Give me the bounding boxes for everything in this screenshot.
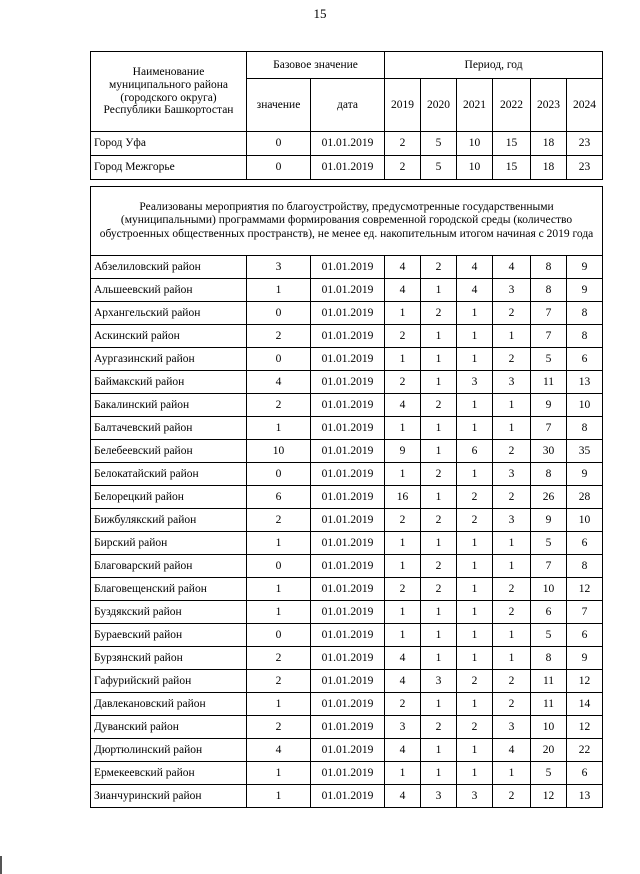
section-heading: Реализованы мероприятия по благоустройству, предусмотренные государственными (муниципальными) программами формирования современной городской среды (количество обустроенных общественных пространств), не менее ед. накопительным итогом начиная с 2019 года: [91, 187, 603, 256]
year-value-cell: 16: [385, 486, 421, 509]
year-value-cell: 13: [567, 785, 603, 808]
year-value-cell: 3: [493, 509, 531, 532]
year-value-cell: 1: [457, 624, 493, 647]
year-value-cell: 3: [493, 279, 531, 302]
year-value-cell: 2: [493, 601, 531, 624]
district-name-cell: Ермекеевский район: [91, 762, 247, 785]
year-value-cell: 2: [421, 302, 457, 325]
year-value-cell: 5: [531, 624, 567, 647]
year-value-cell: 8: [531, 279, 567, 302]
base-date-cell: 01.01.2019: [311, 693, 385, 716]
year-value-cell: 2: [493, 486, 531, 509]
year-value-cell: 6: [531, 601, 567, 624]
year-value-cell: 1: [385, 302, 421, 325]
base-date-cell: 01.01.2019: [311, 348, 385, 371]
base-date-cell: 01.01.2019: [311, 279, 385, 302]
section-heading-row: [91, 187, 603, 256]
year-value-cell: 35: [567, 440, 603, 463]
year-value-cell: 10: [531, 578, 567, 601]
year-value-cell: 4: [493, 739, 531, 762]
district-name-cell: Абзелиловский район: [91, 256, 247, 279]
table-row: [91, 762, 603, 785]
base-date-cell: 01.01.2019: [311, 762, 385, 785]
year-value-cell: 9: [567, 256, 603, 279]
year-value-cell: 4: [457, 279, 493, 302]
header-date-cell: дата: [311, 79, 385, 132]
table-row: [91, 785, 603, 808]
year-value-cell: 4: [457, 256, 493, 279]
year-value-cell: 1: [493, 762, 531, 785]
year-value-cell: 8: [567, 417, 603, 440]
year-value-cell: 22: [567, 739, 603, 762]
district-name-cell: Благоварский район: [91, 555, 247, 578]
year-value-cell: 2: [457, 509, 493, 532]
district-name-cell: Город Межгорье: [91, 156, 247, 180]
header-name-cell: Наименование муниципального района (городского округа) Республики Башкортостан: [91, 52, 247, 132]
year-value-cell: 1: [385, 417, 421, 440]
district-name-cell: Город Уфа: [91, 132, 247, 156]
year-value-cell: 8: [531, 256, 567, 279]
year-value-cell: 4: [385, 785, 421, 808]
year-value-cell: 1: [385, 463, 421, 486]
base-value-cell: 6: [247, 486, 311, 509]
year-value-cell: 1: [493, 325, 531, 348]
district-name-cell: Бижбулякский район: [91, 509, 247, 532]
year-value-cell: 18: [531, 156, 567, 180]
year-value-cell: 5: [421, 156, 457, 180]
base-value-cell: 2: [247, 325, 311, 348]
table-row: [91, 555, 603, 578]
year-value-cell: 1: [457, 578, 493, 601]
year-value-cell: 5: [531, 762, 567, 785]
table-row: [91, 417, 603, 440]
year-value-cell: 1: [493, 394, 531, 417]
year-value-cell: 10: [457, 132, 493, 156]
year-value-cell: 3: [493, 371, 531, 394]
table-row: [91, 739, 603, 762]
year-value-cell: 1: [457, 325, 493, 348]
base-date-cell: 01.01.2019: [311, 647, 385, 670]
year-value-cell: 2: [385, 693, 421, 716]
year-value-cell: 28: [567, 486, 603, 509]
year-value-cell: 11: [531, 371, 567, 394]
year-value-cell: 2: [493, 302, 531, 325]
section-gap: [91, 180, 603, 187]
base-date-cell: 01.01.2019: [311, 716, 385, 739]
table-row: [91, 624, 603, 647]
header-value-cell: значение: [247, 79, 311, 132]
district-name-cell: Баймакский район: [91, 371, 247, 394]
year-value-cell: 14: [567, 693, 603, 716]
year-value-cell: 4: [385, 394, 421, 417]
year-value-cell: 9: [531, 394, 567, 417]
year-value-cell: 2: [385, 325, 421, 348]
year-value-cell: 1: [493, 532, 531, 555]
year-value-cell: 2: [385, 509, 421, 532]
base-value-cell: 10: [247, 440, 311, 463]
year-value-cell: 13: [567, 371, 603, 394]
district-name-cell: Белорецкий район: [91, 486, 247, 509]
table-row: [91, 348, 603, 371]
table-row: [91, 394, 603, 417]
base-value-cell: 1: [247, 279, 311, 302]
header-base-group: Базовое значение: [247, 52, 385, 79]
year-value-cell: 10: [567, 509, 603, 532]
base-date-cell: 01.01.2019: [311, 325, 385, 348]
year-value-cell: 1: [421, 279, 457, 302]
year-value-cell: 3: [457, 785, 493, 808]
table-row: [91, 279, 603, 302]
header-year-cell: 2021: [457, 79, 493, 132]
year-value-cell: 1: [421, 762, 457, 785]
table-row: [91, 440, 603, 463]
base-value-cell: 0: [247, 463, 311, 486]
year-value-cell: 4: [385, 739, 421, 762]
year-value-cell: 4: [385, 256, 421, 279]
year-value-cell: 1: [421, 417, 457, 440]
year-value-cell: 2: [457, 716, 493, 739]
year-value-cell: 10: [531, 716, 567, 739]
base-date-cell: 01.01.2019: [311, 532, 385, 555]
district-name-cell: Дюртюлинский район: [91, 739, 247, 762]
base-date-cell: 01.01.2019: [311, 509, 385, 532]
city-row: [91, 132, 603, 156]
year-value-cell: 8: [567, 555, 603, 578]
base-value-cell: 4: [247, 739, 311, 762]
year-value-cell: 2: [421, 256, 457, 279]
year-value-cell: 2: [421, 578, 457, 601]
year-value-cell: 1: [457, 647, 493, 670]
district-name-cell: Белокатайский район: [91, 463, 247, 486]
year-value-cell: 1: [421, 440, 457, 463]
district-name-cell: Альшеевский район: [91, 279, 247, 302]
year-value-cell: 23: [567, 156, 603, 180]
year-value-cell: 6: [567, 348, 603, 371]
year-value-cell: 8: [567, 302, 603, 325]
year-value-cell: 10: [567, 394, 603, 417]
year-value-cell: 2: [421, 555, 457, 578]
section-gap-cell: [91, 180, 603, 187]
table-row: [91, 325, 603, 348]
district-name-cell: Белебеевский район: [91, 440, 247, 463]
district-name-cell: Архангельский район: [91, 302, 247, 325]
district-name-cell: Аургазинский район: [91, 348, 247, 371]
year-value-cell: 1: [457, 417, 493, 440]
base-date-cell: 01.01.2019: [311, 394, 385, 417]
base-value-cell: 1: [247, 762, 311, 785]
year-value-cell: 1: [421, 325, 457, 348]
year-value-cell: 5: [421, 132, 457, 156]
base-value-cell: 1: [247, 693, 311, 716]
year-value-cell: 2: [493, 785, 531, 808]
year-value-cell: 7: [567, 601, 603, 624]
year-value-cell: 8: [567, 325, 603, 348]
base-date-cell: 01.01.2019: [311, 601, 385, 624]
year-value-cell: 4: [385, 670, 421, 693]
year-value-cell: 26: [531, 486, 567, 509]
year-value-cell: 8: [531, 647, 567, 670]
year-value-cell: 1: [457, 601, 493, 624]
table-row: [91, 256, 603, 279]
district-name-cell: Зианчуринский район: [91, 785, 247, 808]
table-row: [91, 486, 603, 509]
base-date-cell: 01.01.2019: [311, 486, 385, 509]
table-row: [91, 578, 603, 601]
header-year-cell: 2022: [493, 79, 531, 132]
base-date-cell: 01.01.2019: [311, 624, 385, 647]
year-value-cell: 2: [385, 132, 421, 156]
year-value-cell: 6: [457, 440, 493, 463]
district-name-cell: Бакалинский район: [91, 394, 247, 417]
year-value-cell: 7: [531, 417, 567, 440]
year-value-cell: 12: [531, 785, 567, 808]
year-value-cell: 1: [457, 693, 493, 716]
year-value-cell: 15: [493, 156, 531, 180]
table-row: [91, 509, 603, 532]
year-value-cell: 2: [493, 440, 531, 463]
year-value-cell: 1: [493, 555, 531, 578]
base-value-cell: 1: [247, 417, 311, 440]
base-date-cell: 01.01.2019: [311, 739, 385, 762]
year-value-cell: 1: [385, 348, 421, 371]
district-name-cell: Давлекановский район: [91, 693, 247, 716]
base-date-cell: 01.01.2019: [311, 578, 385, 601]
year-value-cell: 7: [531, 555, 567, 578]
year-value-cell: 2: [385, 371, 421, 394]
year-value-cell: 9: [567, 463, 603, 486]
year-value-cell: 2: [457, 486, 493, 509]
district-name-cell: Гафурийский район: [91, 670, 247, 693]
year-value-cell: 1: [457, 532, 493, 555]
base-date-cell: 01.01.2019: [311, 785, 385, 808]
year-value-cell: 6: [567, 532, 603, 555]
year-value-cell: 1: [421, 647, 457, 670]
year-value-cell: 2: [457, 670, 493, 693]
page-number: 15: [313, 6, 327, 21]
year-value-cell: 8: [531, 463, 567, 486]
year-value-cell: 3: [421, 670, 457, 693]
table-row: [91, 371, 603, 394]
base-date-cell: 01.01.2019: [311, 302, 385, 325]
year-value-cell: 1: [421, 601, 457, 624]
year-value-cell: 1: [421, 693, 457, 716]
base-date-cell: 01.01.2019: [311, 670, 385, 693]
base-date-cell: 01.01.2019: [311, 417, 385, 440]
year-value-cell: 10: [457, 156, 493, 180]
year-value-cell: 12: [567, 578, 603, 601]
district-name-cell: Аскинский район: [91, 325, 247, 348]
base-value-cell: 1: [247, 578, 311, 601]
district-name-cell: Дуванский район: [91, 716, 247, 739]
base-date-cell: 01.01.2019: [311, 156, 385, 180]
year-value-cell: 4: [493, 256, 531, 279]
year-value-cell: 1: [457, 348, 493, 371]
year-value-cell: 1: [457, 463, 493, 486]
year-value-cell: 1: [385, 762, 421, 785]
base-value-cell: 2: [247, 509, 311, 532]
base-value-cell: 1: [247, 601, 311, 624]
year-value-cell: 7: [531, 325, 567, 348]
year-value-cell: 2: [493, 670, 531, 693]
base-value-cell: 2: [247, 670, 311, 693]
year-value-cell: 9: [567, 647, 603, 670]
year-value-cell: 15: [493, 132, 531, 156]
year-value-cell: 2: [493, 578, 531, 601]
table-row: [91, 670, 603, 693]
year-value-cell: 30: [531, 440, 567, 463]
year-value-cell: 1: [421, 739, 457, 762]
district-name-cell: Благовещенский район: [91, 578, 247, 601]
year-value-cell: 9: [531, 509, 567, 532]
base-value-cell: 3: [247, 256, 311, 279]
year-value-cell: 23: [567, 132, 603, 156]
header-year-cell: 2024: [567, 79, 603, 132]
year-value-cell: 2: [421, 394, 457, 417]
year-value-cell: 1: [385, 532, 421, 555]
base-value-cell: 1: [247, 532, 311, 555]
header-year-cell: 2020: [421, 79, 457, 132]
base-value-cell: 2: [247, 716, 311, 739]
year-value-cell: 1: [385, 555, 421, 578]
base-value-cell: 0: [247, 132, 311, 156]
year-value-cell: 2: [493, 348, 531, 371]
year-value-cell: 1: [493, 624, 531, 647]
year-value-cell: 1: [421, 532, 457, 555]
year-value-cell: 1: [457, 739, 493, 762]
base-value-cell: 2: [247, 647, 311, 670]
year-value-cell: 2: [493, 693, 531, 716]
year-value-cell: 3: [493, 716, 531, 739]
year-value-cell: 1: [457, 394, 493, 417]
year-value-cell: 7: [531, 302, 567, 325]
table-row: [91, 463, 603, 486]
year-value-cell: 9: [385, 440, 421, 463]
year-value-cell: 1: [421, 348, 457, 371]
indicator-table: [90, 51, 603, 808]
district-name-cell: Бурзянский район: [91, 647, 247, 670]
year-value-cell: 18: [531, 132, 567, 156]
year-value-cell: 1: [457, 762, 493, 785]
header-year-cell: 2023: [531, 79, 567, 132]
year-value-cell: 20: [531, 739, 567, 762]
table-row: [91, 302, 603, 325]
year-value-cell: 4: [385, 647, 421, 670]
year-value-cell: 5: [531, 348, 567, 371]
year-value-cell: 3: [457, 371, 493, 394]
year-value-cell: 9: [567, 279, 603, 302]
year-value-cell: 2: [421, 463, 457, 486]
year-value-cell: 3: [385, 716, 421, 739]
base-value-cell: 0: [247, 624, 311, 647]
base-date-cell: 01.01.2019: [311, 371, 385, 394]
year-value-cell: 1: [493, 647, 531, 670]
base-value-cell: 0: [247, 156, 311, 180]
year-value-cell: 4: [385, 279, 421, 302]
year-value-cell: 3: [493, 463, 531, 486]
year-value-cell: 1: [421, 624, 457, 647]
header-period-group: Период, год: [385, 52, 603, 79]
year-value-cell: 6: [567, 624, 603, 647]
year-value-cell: 3: [421, 785, 457, 808]
year-value-cell: 5: [531, 532, 567, 555]
base-date-cell: 01.01.2019: [311, 256, 385, 279]
base-value-cell: 0: [247, 555, 311, 578]
year-value-cell: 2: [385, 156, 421, 180]
year-value-cell: 2: [421, 509, 457, 532]
header-year-cell: 2019: [385, 79, 421, 132]
year-value-cell: 6: [567, 762, 603, 785]
year-value-cell: 1: [493, 417, 531, 440]
header-row-1: [91, 52, 603, 79]
base-date-cell: 01.01.2019: [311, 463, 385, 486]
district-name-cell: Балтачевский район: [91, 417, 247, 440]
base-value-cell: 4: [247, 371, 311, 394]
city-row: [91, 156, 603, 180]
base-value-cell: 2: [247, 394, 311, 417]
year-value-cell: 1: [421, 486, 457, 509]
year-value-cell: 2: [421, 716, 457, 739]
table-row: [91, 601, 603, 624]
district-name-cell: Бирский район: [91, 532, 247, 555]
base-value-cell: 0: [247, 302, 311, 325]
year-value-cell: 1: [385, 624, 421, 647]
year-value-cell: 11: [531, 693, 567, 716]
base-date-cell: 01.01.2019: [311, 132, 385, 156]
year-value-cell: 1: [457, 555, 493, 578]
table-row: [91, 693, 603, 716]
margin-mark: [0, 856, 2, 874]
base-value-cell: 0: [247, 348, 311, 371]
year-value-cell: 1: [457, 302, 493, 325]
table-row: [91, 532, 603, 555]
year-value-cell: 12: [567, 716, 603, 739]
base-date-cell: 01.01.2019: [311, 440, 385, 463]
district-name-cell: Буздякский район: [91, 601, 247, 624]
year-value-cell: 1: [421, 371, 457, 394]
table-row: [91, 716, 603, 739]
base-date-cell: 01.01.2019: [311, 555, 385, 578]
year-value-cell: 1: [385, 601, 421, 624]
year-value-cell: 11: [531, 670, 567, 693]
table-row: [91, 647, 603, 670]
year-value-cell: 2: [385, 578, 421, 601]
year-value-cell: 12: [567, 670, 603, 693]
base-value-cell: 1: [247, 785, 311, 808]
district-name-cell: Бураевский район: [91, 624, 247, 647]
